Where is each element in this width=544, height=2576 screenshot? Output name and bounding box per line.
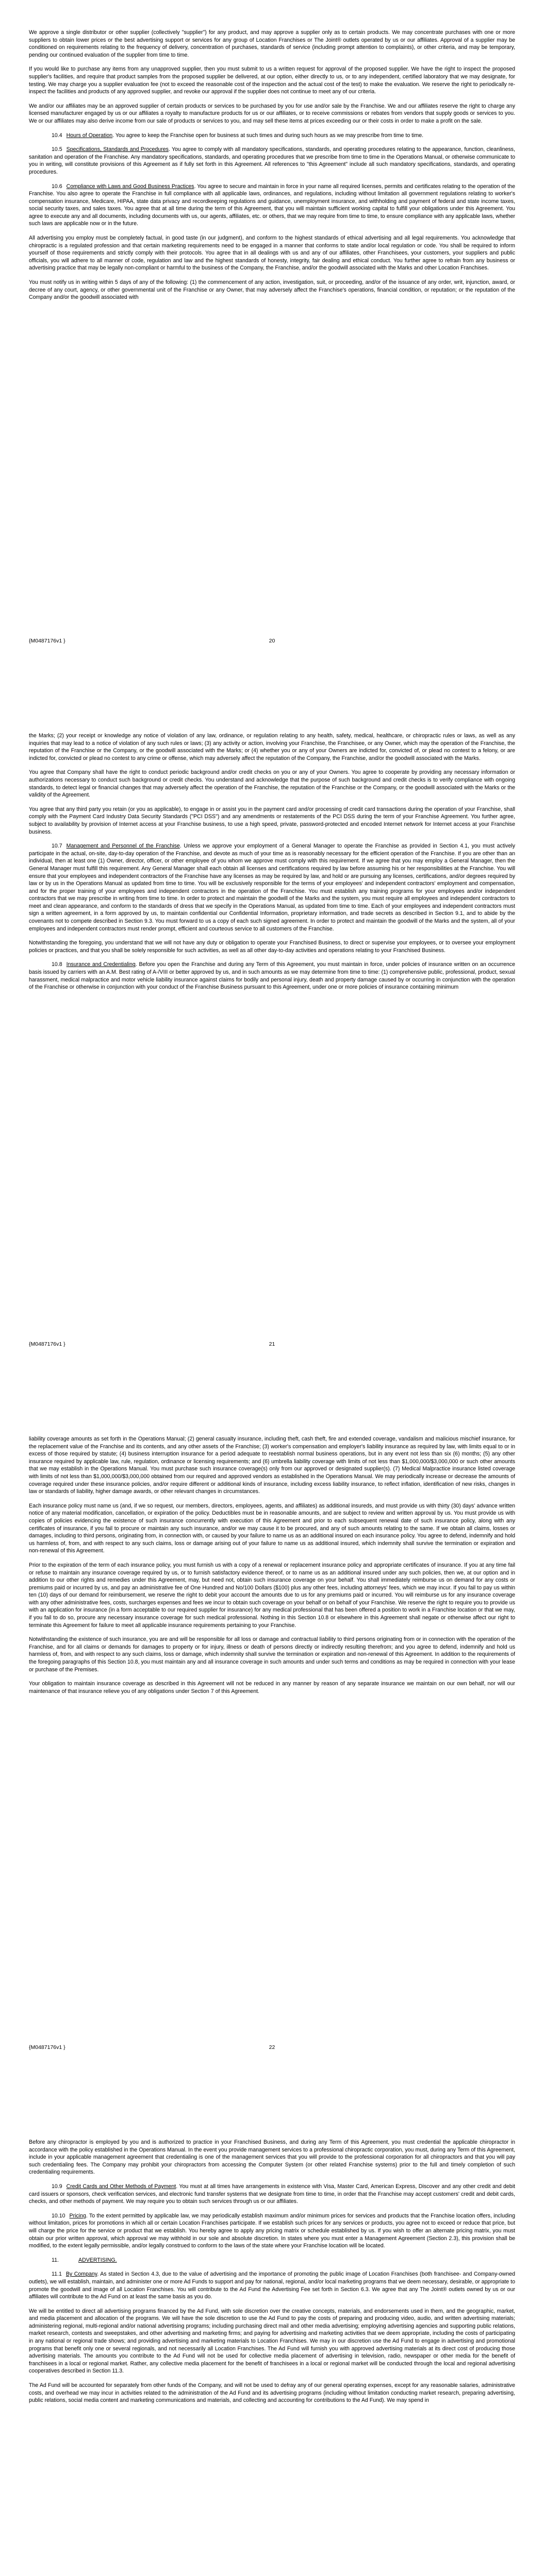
section-title: Pricing [69,2212,86,2219]
page-footer [29,637,515,645]
paragraph-text: We will be entitled to direct all advertising programs financed by the Ad Fund, with sole discretion over the creative concepts, materials, and endorsements used in them, and the geographic, market, and media placement and allocation of the programs. We will have the sole discretion to use the Ad Fund to pay the costs of preparing and producing video, audio, and written advertising materials; administering regional, multi-regional and/or national advertising programs; including purchasing direct mail and other media advertising; employing advertising agencies and supporting public relations, market research, contests and sweepstakes, and other advertising and marketing firms; and paying for advertising and marketing activities that we deem appropriate, including the costs of participating in any national or regional trade shows; and providing advertising and marketing materials to Location Franchises. We may in our discretion use the Ad Fund to engage in advertising and promotional programs that benefit only one or several regionals, and not necessarily all Location Franchises. The Ad Fund will furnish you with approved advertising materials at its direct cost of producing those advertising materials. The amounts you contribute to the Ad Fund will not be used for collective media placement of advertising in television, radio, newspaper or other media for the benefit of franchisees in a local or regional market. Rather, any collective media placement for the benefit of franchisees in a local or regional market will be conducted through the local and regional advertising cooperatives described in Section 11.3. [29,2308,515,2375]
page-body [29,29,515,308]
paragraph [29,2382,515,2404]
paragraph-text: . To the extent permitted by applicable law, we may periodically establish maximum and/or minimum prices for services and products that the Franchise location offers, including without limitation, prices for promotions in which all or certain Location Franchises participate. If we establish such prices for any services or products, you agree not to exceed or reduce that price, but will charge the price for the service or product that we establish. You hereby agree to apply any pricing matrix or schedule established by us. If you wish to offer an alternate pricing matrix, you must obtain our prior written approval, which approval we may withhold in our sole and absolute discretion. In states where you must enter a Management Agreement (Section 2.3), this provision shall be modified, to the extent legally permissible, and/or legally construed to conform to the laws of the state where your Franchise location will be located. [29,2212,515,2249]
paragraph [29,769,515,799]
paragraph-text: You agree that any third party you retain (or you as applicable), to engage in or assist you in the payment card and/or processing of credit card transactions during the operation of your Franchise, shall comply with the Payment Card Industry Data Security Standards ("PCI DSS") and any amendments or restatements of the PCI DSS during the term of your Franchise Agreement. You further agree, subject to availability by provision of Internet access at your Franchise business, to use a high speed, private, password-protected and encoded Internet network for Internet access at your Franchise business. [29,806,515,835]
paragraph-text: . As stated in Section 4.3, due to the value of advertising and the importance of promoting the public image of Location Franchises (both franchisee- and Company-owned outlets), we will establish, maintain, and administer one or more Ad Funds to support and pay for national, regional, and/or local marketing programs that we deem necessary, desirable, or appropriate to promote the goodwill and image of all Location Franchises. You will contribute to the Ad Fund the Advertising Fee set forth in Section 6.3. We agree that any The Joint® outlets owned by us or our affiliates will contribute to the Ad Fund on at least the same basis as you do. [29,2271,515,2300]
paragraph-text: We approve a single distributor or other supplier (collectively "supplier") for any product, and may approve a supplier only as to certain products. We may concentrate purchases with one or more suppliers to obtain lower prices or the best advertising support or services for any group of Location Franchises or The Joint® outlets operated by us or our affiliates. Approval of a supplier may be conditioned on requirements relating to the frequency of delivery, concentration of purchases, standards of service (including prompt attention to complaints), or other criteria, and may be temporary, pending our continued evaluation of the supplier from time to time. [29,29,515,58]
page-3 [0,1406,544,2110]
paragraph-text: The Ad Fund will be accounted for separately from other funds of the Company, and will not be used to defray any of our general operating expenses, except for any reasonable salaries, administrative costs, and overhead we may incur in activities related to the administration of the Ad Fund and its advertising programs (including without limitation conducting market research, preparing advertising, public relations, social media content and marketing communications and materials, and collecting and accounting for contributions to the Ad Fund). We may spend in [29,2382,515,2404]
section-10-8 [29,961,515,991]
section-10-7 [29,842,515,933]
section-10-9 [29,2183,515,2206]
section-number: 10.7 [52,843,62,850]
paragraph-text: . You must at all times have arrangements in existence with Visa, Master Card, American Express, Discover and any other credit and debit card issuers or sponsors, check verification services, and electronic fund transfer systems that we designate from time to time, in order that the Franchise may accept customers' credit and debit cards, checks, and other methods of payment. We may require you to obtain such services through us or our affiliates. [29,2183,515,2205]
section-title: Management and Personnel of the Franchise [66,843,180,850]
section-number: 11.1 [52,2271,62,2278]
page-number: 22 [269,2044,275,2050]
paragraph-text: Notwithstanding the foregoing, you understand that we will not have any duty or obligation to operate your Franchised Business, to direct or supervise your employees, or to oversee your employment policies or practices, and that you shall be solely responsible for such activities, as well as all other day-to-day activities and operations relating to your Franchised Business. [29,940,515,954]
paragraph [29,103,515,125]
paragraph-text: If you would like to purchase any items from any unapproved supplier, then you must submit to us a written request for approval of the proposed supplier. We have the right to inspect the proposed supplier's facilities, and require that product samples from the proposed supplier be delivered, at our option, either directly to us, or to any independent, certified laboratory that we may designate, for testing. We may charge you a supplier evaluation fee (not to exceed the reasonable cost of the inspection and the actual cost of the test) to make the evaluation. We reserve the right to periodically re-inspect the facilities and products of any approved supplier, and revoke our approval if the supplier does not continue to meet any of our criteria. [29,66,515,95]
paragraph [29,279,515,301]
section-10-4 [29,132,515,140]
paragraph [29,732,515,762]
page-footer [29,1340,515,1348]
article-number: 11. [52,2257,59,2263]
paragraph [29,65,515,95]
paragraph-text: . You agree to comply with all mandatory specifications, standards, and operating procedures relating to the appearance, function, cleanliness, sanitation and operation of the Franchise. Any mandatory specifications, standards, and operating procedures that we prescribe from time to time in the Operations Manual, or otherwise communicate to you in writing, will constitute provisions of this Agreement as if fully set forth in this Agreement. All references to "this Agreement" include all such mandatory specifications, standards, and operating procedures. [29,146,516,175]
page-1 [0,0,544,703]
paragraph-text: All advertising you employ must be completely factual, in good taste (in our judgment), and conform to the highest standards of ethical advertising and all legal requirements. You acknowledge that chiropractic is a regulated profession and that certain marketing requirements need to be engaged in a manner that conforms to state and/or local regulation or code. You shall be required to inform yourself of those requirements and strictly comply with their protocols. You agree that in all dealings with us and any of our affiliates, other Franchisees, your customers, your suppliers and public officials, you will adhere to all manner of code, regulation and law and the highest standards of honesty, integrity, fair dealing and ethical conduct. You further agree to refrain from any business or advertising practice that may be legally non-compliant or harmful to the business of the Company, the Franchise, and/or the goodwill associated with the Marks and other Location Franchises. [29,235,515,272]
paragraph [29,2139,515,2176]
paragraph [29,1435,515,1496]
paragraph-text: the Marks; (2) your receipt or knowledge any notice of violation of any law, ordinance, or regulation relating to any health, safety, medical, healthcare, or chiropractic rules or laws, as well as any inquiries that may lead to a notice of violation of any such rules or laws; (3) any activity or action, involving your Franchise, the Franchisee, or any Owner, which may the operation of the Franchise, the reputation of the Franchise or the Company, or the goodwill associated with the Marks; or (4) whether you or any of your Owners are indicted for, convicted of, or plead no contest to a felony, or are indicted for, convicted or plead no contest to any crime or offense, which may adversely affect the reputation of the Company, the Franchise, and/or the goodwill associated with the Marks. [29,733,515,761]
section-number: 10.6 [52,183,62,190]
page-body [29,2139,515,2411]
paragraph-text: You must notify us in writing within 5 days of any of the following: (1) the commencement of any action, investigation, suit, or proceeding, and/or of the issuance of any order, writ, injunction, award, or decree of any court, agency, or other governmental unit of the Franchise or any Owner, that may adversely affect the Franchise's operations, financial condition, or reputation; or the reputation of the Company and/or the goodwill associated with [29,279,515,301]
page-body [29,1435,515,1702]
paragraph-text: We and/or our affiliates may be an approved supplier of certain products or services to be purchased by you for use and/or sale by the Franchise. We and our affiliates reserve the right to charge any licensed manufacturer engaged by us or our affiliates a royalty to manufacture products for us or our affiliates, or to receive commissions or rebates from vendors that supply goods or services to you. We or our affiliates may also derive income from our sale of products or services to you, and may sell these items at prices exceeding our or their costs in order to make a profit on the sale. [29,103,515,124]
paragraph [29,29,515,59]
page-number: 21 [269,1341,275,1347]
section-10-6 [29,183,515,228]
paragraph-text: . You agree to secure and maintain in force in your name all required licenses, permits and certificates relating to the operation of the Franchise. You also agree to operate the Franchise in full compliance with all applicable laws, ordinances, and regulations, including without limitation all government regulations relating to worker's compensation insurance, Medicare, HIPAA, state data privacy and recordkeeping regulations and guidance, unemployment insurance, and withholding and payment of federal and state income taxes, social security taxes, and sales taxes. You agree that at all time during the term of this Agreement, that you will maintain sufficient working capital to fulfill your obligations under this Agreement. You agree to execute any and all documents, including documents with us, our agents, affiliates, etc. or others, that we may require from time to time, to ensure compliance with any applicable laws, whether such laws are applicable now or in the future. [29,183,516,227]
section-10-5 [29,146,515,176]
section-title: Insurance and Credentialing [66,961,136,968]
paragraph [29,1636,515,1673]
paragraph [29,234,515,272]
paragraph-text: Your obligation to maintain insurance coverage as described in this Agreement will not be reduced in any manner by reason of any separate insurance we maintain on our own behalf, nor will our maintenance of that insurance relieve you of any obligations under Section 7 of this Agreement. [29,1681,515,1694]
page-number: 20 [269,638,275,644]
paragraph-text: Notwithstanding the existence of such insurance, you are and will be responsible for all loss or damage and contractual liability to third persons originating from or in connection with the operation of the Franchise, and for all claims or demands for damages to property or for injury, illness or death of persons directly or indirectly resulting therefrom; and you agree to defend, indemnify and hold us harmless of, from, and with respect to any such claims, loss or damage, which indemnity shall survive the termination or expiration and non-renewal of this Agreement. In addition to the requirements of the foregoing paragraphs of this Section 10.8, you must maintain any and all insurance coverage in such amounts and under such terms and conditions as may be required in connection with your lease or purchase of the Premises. [29,1636,515,1673]
paragraph-text: . Unless we approve your employment of a General Manager to operate the Franchise as provided in Section 4.1, you must actively participate in the actual, on-site, day-to-day operation of the Franchise, and devote as much of your time as is reasonably necessary for the efficient operation of the Franchise. If you are other than an individual, then at least one (1) Owner, director, officer, or other employee of you whom we approve must comply with this requirement. If we agree that you may employ a General Manager, then the General Manager must fulfill this requirement. Any General Manager shall each obtain all licenses and certifications required by law before assuming his or her responsibilities at the Franchise. You will ensure that your employees and independent contractors of the Franchise have any licenses as may be required by law, and hold or are pursuing any licenses, certifications, and/or degrees required by law or by us in the Operations Manual as updated from time to time. You will be exclusively responsible for the terms of your employees' and independent contractors' employment and compensation, and for the proper training of your employees and independent contractors in the operation of the Franchise. You must establish any training programs for your employees and/or independent contractors that we may prescribe in writing from time to time. In order to protect and maintain the goodwill of the Marks and the system, you must require all employees and independent contractors to meet and clean appearance, and conform to the standards of dress that we specify in the Operations Manual, as updated from time to time. Each of your employees and independent contractors must sign a written agreement, in a form approved by us, to maintain confidential our Confidential Information, proprietary information, and trade secrets as described in Section 9.1, and to abide by the covenants not to compete described in Section 9.3. You must forward to us a copy of each such signed agreement. In order to protect and maintain the goodwill of the Marks and the system, all of your employees and independent contractors must render prompt, efficient and courteous service to all customers of the Franchise. [29,843,515,932]
section-number: 10.4 [52,132,62,139]
section-number: 10.9 [52,2183,62,2190]
paragraph [29,939,515,954]
section-title: Compliance with Laws and Good Business Practices [66,183,194,190]
paragraph-text: . You agree to keep the Franchise open for business at such times and during such hours as we may prescribe from time to time. [112,132,424,139]
paragraph-text: Each insurance policy must name us (and, if we so request, our members, directors, employees, agents, and affiliates) as additional insureds, and must provide us with thirty (30) days' advance written notice of any material modification, cancellation, or expiration of the policy. Deductibles must be in reasonable amounts, and are subject to review and written approval by us. You must provide us with copies of policies evidencing the existence of such insurance concurrently with execution of this Agreement and prior to each subsequent renewal date of such insurance policy, along with any certificates of insurance, if you fail to procure or maintain any such insurance, and/or we may cause it to be procured, and any of such amounts relating to the same. If we obtain all claims, losses or damages, including to third persons, originating from, in connection with, or caused by your failure to name us as an additional insured on each insurance policy. You agree to defend, indemnify and hold us harmless of, from, and with respect to any such claims, loss or damage arising out of your failure to name us as additional insured, which indemnity shall survive the termination or expiration and non-renewal of this Agreement. [29,1502,515,1554]
page-2 [0,703,544,1406]
article-heading [29,2257,515,2264]
document-code: {M0487176v1 } [29,638,65,644]
paragraph-text: liability coverage amounts as set forth in the Operations Manual; (2) general casualty insurance, including theft, cash theft, fire and extended coverage, vandalism and malicious mischief insurance, for the replacement value of the Franchise and its contents, and any other assets of the Franchise; (3) worker's compensation and employer's liability insurance as required by law, with limits equal to or in excess of those required by statute; (4) business interruption insurance for a period adequate to reestablish normal business operations, but in any event not less than six (6) months; (5) any other insurance required by applicable law, rule, regulation, ordinance or licensing requirements; and (6) umbrella liability coverage with limits of not less than $1,000,000/$3,000,000 or such other amounts that we may establish in the Operations Manual. You must purchase such insurance coverage(s) only from our approved or designated supplier(s). (7) Medical Malpractice insurance listed coverage with limits of not less than $1,000,000/$3,000,000 obtained from our required and approved vendors as established in the Operations Manual. We may periodically increase or decrease the amounts of coverage required under these insurance policies, and/or require different or additional kinds of insurance, including excess liability insurance, to reflect inflation, identification of new risks, changes in law or standards of liability, higher damage awards, or other relevant changes in circumstances. [29,1436,515,1495]
page-4 [0,2110,544,2576]
page-body [29,732,515,998]
article-title: ADVERTISING. [78,2257,117,2263]
document-code: {M0487176v1 } [29,1341,65,1347]
section-title: Specifications, Standards and Procedures [66,146,169,153]
section-number: 10.8 [52,961,62,968]
paragraph-text: You agree that Company shall have the right to conduct periodic background and/or credit checks on you or any of your Owners. You agree to cooperate by providing any necessary information or authorizations necessary to conduct such background or credit checks. You understand and acknowledge that the purpose of such background and credit checks is to verify compliance with ongoing standards, to detect legal or financial changes that may adversely affect the operation of the Franchise, the reputation of the Franchise or the Company, or the goodwill associated with the Marks or the validity of the Agreement. [29,769,515,799]
section-11-1 [29,2270,515,2300]
paragraph-text: Before any chiropractor is employed by you and is authorized to practice in your Franchised Business, and during any Term of this Agreement, you must credential the applicable chiropractor in accordance with the policy established in the Operations Manual. In the event you provide management services to a professional chiropractic corporation, you must, during any Term of this Agreement, include in your applicable management agreement that credentialing is one of the management services that you will provide to the professional corporation for all chiropractors and that you will pay such credentialing fees. The Company may prohibit your chiropractors from accessing the Computer System (or other related Franchise systems) prior to the full and timely completion of such credentialing requirements. [29,2139,515,2176]
section-number: 10.5 [52,146,62,153]
paragraph [29,1502,515,1555]
section-10-10 [29,2212,515,2250]
document-code: {M0487176v1 } [29,2044,65,2050]
section-number: 10.10 [52,2212,65,2219]
section-title: Credit Cards and Other Methods of Payment [66,2183,176,2190]
paragraph-text: . Before you open the Franchise and during any Term of this Agreement, you must maintain in force, under policies of insurance written on an occurrence basis issued by carriers with an A.M. Best rating of A-/VIII or better approved by us, and in such amounts as we may determine from time to time: (1) comprehensive public, professional, product, sexual harassment, medical malpractice and motor vehicle liability insurance against claims for bodily and personal injury, death and property damage caused by or occurring in conjunction with the operation of the Franchise or otherwise in conjunction with your conduct of the Franchise Business pursuant to this Agreement, under one or more policies of insurance containing minimum [29,961,515,991]
paragraph [29,1562,515,1629]
paragraph-text: Prior to the expiration of the term of each insurance policy, you must furnish us with a copy of a renewal or replacement insurance policy and appropriate certificates of insurance. If you at any time fail or refuse to maintain any insurance coverage required by us, or to furnish satisfactory evidence thereof, or to name us as an additional insured under any such policies, then we, at our option and in addition to our other rights and remedies under this Agreement, may, but need not, obtain such insurance coverage on your behalf. You shall immediately reimburse us on demand for any costs or premiums paid or incurred by us, and pay an administrative fee of One Hundred and No/100 Dollars ($100) plus any other fees, including attorneys' fees, which we may incur. If you fail to pay us within ten (10) days of our demand for reimbursement, we reserve the right to debit your account the amounts due to us for any premiums paid or incurred. You will reimburse us for any insurance coverage with any other administrative fees, costs, surcharges expenses and fees we incur to obtain such coverage on your behalf or on behalf of your Franchise. We reserve the right to require you to provide us with an application for insurance (in a form acceptable to our required supplier for insurance) for any medical professional that has been offered a position to work in a Franchise location or that we may, if you fail to do so, procure any necessary insurance coverage for such medical professional. Nothing in this Section 10.8 or elsewhere in this Agreement shall negate or otherwise affect our right to terminate this Agreement for failure to meet all applicable insurance requirements pertaining to your Franchise. [29,1562,515,1629]
section-title: Hours of Operation [66,132,113,139]
paragraph [29,2308,515,2375]
paragraph [29,806,515,836]
page-footer [29,2043,515,2052]
section-title: By Company [65,2271,97,2278]
paragraph [29,1680,515,1695]
